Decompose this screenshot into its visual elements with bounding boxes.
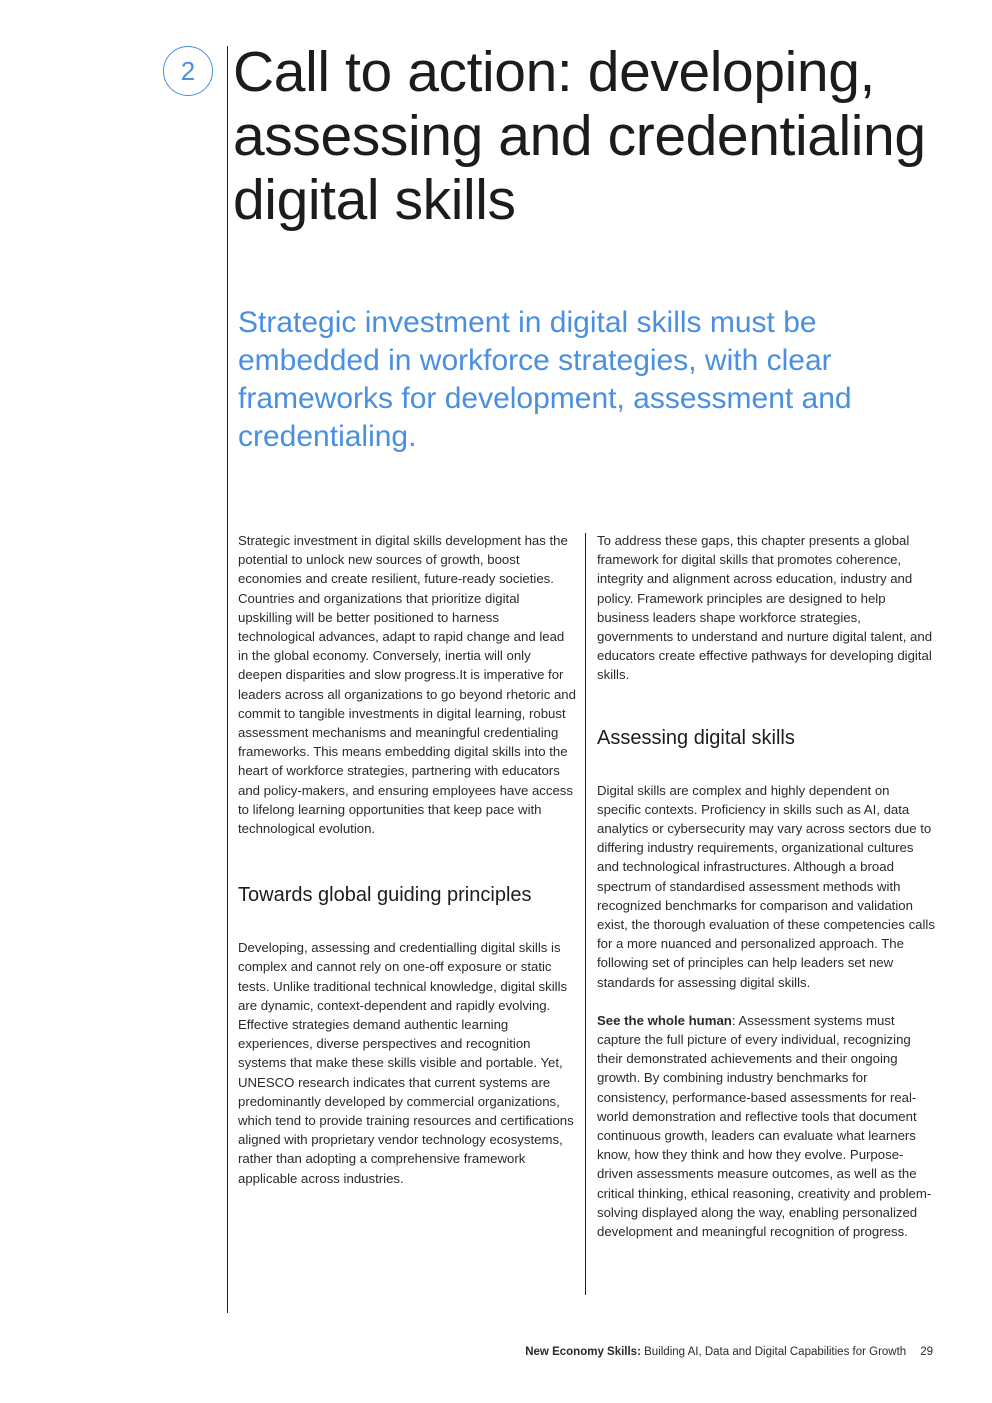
right-column [597,531,935,1241]
left-body-paragraph: Developing, assessing and credentialling digital skills is complex and cannot rely on one-off exposure or static tests. Unlike traditional technical knowledge, digital skills are dynamic, context-dependent and rapidly evolving. Effective strategies demand authentic learning experiences, diverse perspectives and recognition systems that make these skills visible and portable. Yet, UNESCO research indicates that current systems are predominantly developed by commercial organizations, which tend to provide training resources and certifications aligned with proprietary vendor technology ecosystems, rather than adopting a comprehensive framework applicable across industries. [238,940,574,1186]
left-intro-paragraph: Strategic investment in digital skills development has the potential to unlock new sources of growth, boost economies and create resilient, future-ready societies. Countries and organizations that prioritize digital upskilling will be better positioned to harness technological advances, adapt to rapid change and lead in the global economy. Conversely, inertia will only deepen disparities and slow progress.It is imperative for leaders across all organizations to go beyond rhetoric and commit to tangible investments in digital learning, robust assessment mechanisms and meaningful credentialing frameworks. This means embedding digital skills into the heart of workforce strategies, partnering with educators and policy-makers, and ensuring employees have access to lifelong learning opportunities that keep pace with technological evolution. [238,533,576,837]
page-number: 29 [920,1346,933,1358]
column-divider [585,533,586,1295]
principle-paragraph [597,1011,935,1241]
footer-publication-title: Building AI, Data and Digital Capabilities for Growth [640,1346,907,1358]
section-heading-guiding-principles: Towards global guiding principles [238,884,532,907]
page-footer [420,1346,933,1358]
footer-publication-bold: New Economy Skills: [525,1346,641,1358]
chapter-number-badge: 2 [163,46,213,96]
principle-text: : Assessment systems must capture the full picture of every individual, recognizing their demonstrated achievements and their ongoing growth. By combining industry benchmarks for consistency, performance-based assessments for real-world demonstration and reflective tools that document continuous growth, leaders can evaluate what learners know, how they think and how they evolve. Purpose-driven assessments measure outcomes, as well as the critical thinking, ethical reasoning, creativity and problem-solving displayed along the way, enabling personalized development and meaningful recognition of progress. [597,1012,932,1240]
page-title: Call to action: developing, assessing and credentialing digital skills [233,40,926,232]
lead-statement: Strategic investment in digital skills must be embedded in workforce strategies, with clear frameworks for development, assessment and credentialing. [238,306,852,453]
left-vertical-rule [227,46,228,1313]
left-column [238,531,576,1188]
section-heading-assessing-digital-skills: Assessing digital skills [597,726,795,749]
right-intro-paragraph: To address these gaps, this chapter presents a global framework for digital skills that promotes coherence, integrity and alignment across education, industry and policy. Framework principles are designed to help business leaders shape workforce strategies, governments to understand and nurture digital talent, and educators create effective pathways for developing digital skills. [597,533,933,683]
right-body-paragraph: Digital skills are complex and highly dependent on specific contexts. Proficiency in skills such as AI, data analytics or cybersecurity may vary across sectors due to differing industry requirements, organizational cultures and technological infrastructures. Although a broad spectrum of standardised assessment methods with recognized benchmarks for comparison and validation exist, the thorough evaluation of these competencies calls for a more nuanced and personalized approach. The following set of principles can help leaders set new standards for assessing digital skills. [597,782,935,990]
principle-label: See the whole human [597,1012,732,1028]
